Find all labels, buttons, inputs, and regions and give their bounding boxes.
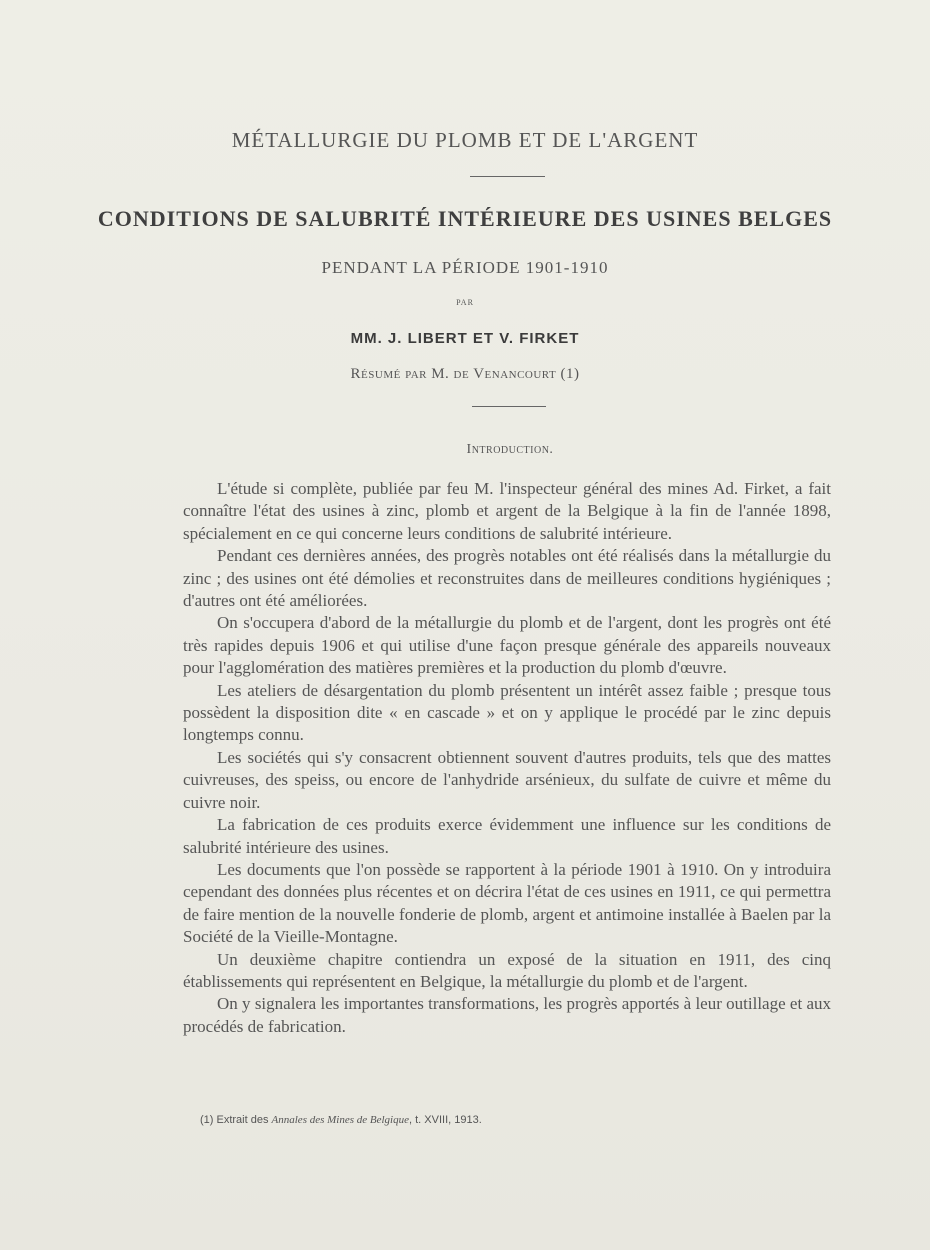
footnote-journal: Annales des Mines de Belgique bbox=[271, 1114, 409, 1126]
footnote-prefix: (1) Extrait des bbox=[200, 1114, 272, 1126]
paragraph: Pendant ces dernières années, des progrès notables ont été réalisés dans la métallurgie du zinc ; des usines ont été démolies et reconstruites dans de meilleures conditions hygiéniques ; d'autres ont été améliorées. bbox=[183, 546, 831, 611]
introduction-heading: Introduction. bbox=[466, 442, 554, 457]
introduction-body bbox=[183, 478, 831, 1038]
summary-credit: Résumé par M. de Venancourt (1) bbox=[350, 366, 580, 382]
paragraph: Un deuxième chapitre contiendra un exposé de la situation en 1911, des cinq établissements qui représentent en Belgique, la métallurgie du plomb et de l'argent. bbox=[183, 949, 831, 991]
divider-top bbox=[470, 176, 545, 177]
by-label: PAR bbox=[456, 298, 474, 307]
authors: MM. J. LIBERT ET V. FIRKET bbox=[350, 330, 580, 347]
paragraph: Les ateliers de désargentation du plomb présentent un intérêt assez faible ; presque tous possèdent la disposition dite « en cascade » et on y applique le procédé par le zinc depuis longtemps connu. bbox=[183, 680, 831, 745]
article-subtitle: PENDANT LA PÉRIODE 1901-1910 bbox=[321, 258, 609, 277]
paragraph: La fabrication de ces produits exerce évidemment une influence sur les conditions de salubrité intérieure des usines. bbox=[183, 815, 831, 857]
paragraph: L'étude si complète, publiée par feu M. l'inspecteur général des mines Ad. Firket, a fait connaître l'état des usines à zinc, plomb et argent de la Belgique à la fin de l'année 1898, spécialement en ce qui concerne leurs conditions de salubrité intérieure. bbox=[183, 479, 831, 543]
footnote-suffix: , t. XVIII, 1913. bbox=[409, 1114, 482, 1126]
section-title: MÉTALLURGIE DU PLOMB ET DE L'ARGENT bbox=[231, 128, 699, 152]
divider-middle bbox=[472, 406, 546, 407]
paragraph: On y signalera les importantes transformations, les progrès apportés à leur outillage et aux procédés de fabrication. bbox=[183, 994, 831, 1036]
paragraph: On s'occupera d'abord de la métallurgie du plomb et de l'argent, dont les progrès ont été très rapides depuis 1906 et qui utilise d'une façon presque générale des appareils nouveaux pour l'agglomération des matières premières et la production du plomb d'œuvre. bbox=[183, 613, 831, 678]
paragraph: Les documents que l'on possède se rapportent à la période 1901 à 1910. On y introduira cependant des données plus récentes et on décrira l'état de ces usines en 1911, ce qui permettra de faire mention de la nouvelle fonderie de plomb, argent et antimoine installée à Baelen par la Société de la Vieille-Montagne. bbox=[183, 859, 831, 947]
footnote bbox=[200, 1114, 800, 1126]
article-title: CONDITIONS DE SALUBRITÉ INTÉRIEURE DES USINES BELGES bbox=[97, 206, 833, 231]
paragraph: Les sociétés qui s'y consacrent obtiennent souvent d'autres produits, tels que des mattes cuivreuses, des speiss, ou encore de l'anhydride arsénieux, du sulfate de cuivre et même du cuivre noir. bbox=[183, 747, 831, 812]
